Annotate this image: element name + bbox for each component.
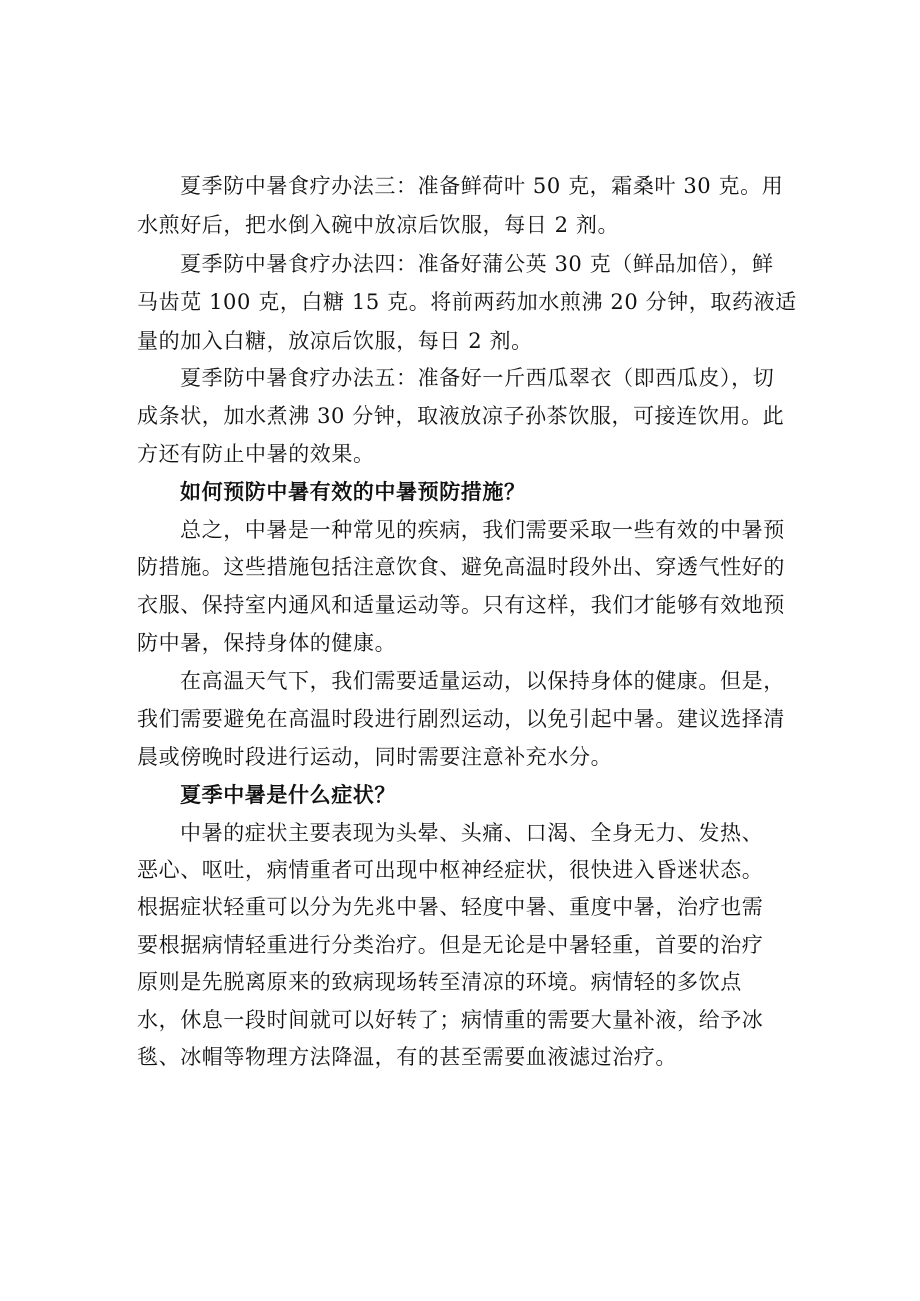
paragraph-5-line-2: 我们需要避免在高温时段进行剧烈运动，以免引起中暑。建议选择清	[137, 707, 785, 731]
paragraph-2-line-3: 量的加入白糖，放凉后饮服，每日 2 剂。	[137, 329, 533, 353]
paragraph-3-line-2: 成条状，加水煮沸 30 分钟，取液放凉子孙茶饮服，可接连饮用。此	[137, 404, 785, 428]
paragraph-3-line-3: 方还有防止中暑的效果。	[137, 442, 375, 466]
paragraph-1-line-2: 水煎好后，把水倒入碗中放凉后饮服，每日 2 剂。	[137, 213, 620, 237]
paragraph-5-line-1: 在高温天气下，我们需要适量运动，以保持身体的健康。但是，	[180, 669, 785, 693]
paragraph-3-line-1: 夏季防中暑食疗办法五：准备好一斤西瓜翠衣（即西瓜皮），切	[180, 366, 775, 390]
paragraph-5-line-3: 晨或傍晚时段进行运动，同时需要注意补充水分。	[137, 745, 613, 769]
section-heading-symptoms: 夏季中暑是什么症状？	[180, 782, 396, 807]
paragraph-4-line-3: 衣服、保持室内通风和适量运动等。只有这样，我们才能够有效地预	[137, 593, 785, 617]
paragraph-6-line-1: 中暑的症状主要表现为头晕、头痛、口渴、全身无力、发热、	[180, 821, 764, 845]
paragraph-6-line-2: 恶心、呕吐，病情重者可出现中枢神经症状，很快进入昏迷状态。	[137, 858, 764, 882]
paragraph-6-line-7: 毯、冰帽等物理方法降温，有的甚至需要血液滤过治疗。	[137, 1045, 677, 1069]
paragraph-4-line-2: 防措施。这些措施包括注意饮食、避免高温时段外出、穿透气性好的	[137, 555, 785, 579]
paragraph-1-line-1: 夏季防中暑食疗办法三：准备鲜荷叶 50 克，霜桑叶 30 克。用	[180, 174, 784, 198]
paragraph-6-line-6: 水，休息一段时间就可以好转了；病情重的需要大量补液，给予冰	[137, 1008, 764, 1032]
section-heading-prevention: 如何预防中暑有效的中暑预防措施？	[180, 479, 526, 504]
paragraph-6-line-4: 要根据病情轻重进行分类治疗。但是无论是中暑轻重，首要的治疗	[137, 933, 764, 957]
paragraph-6-line-5: 原则是先脱离原来的致病现场转至清凉的环境。病情轻的多饮点	[137, 970, 742, 994]
paragraph-6-line-3: 根据症状轻重可以分为先兆中暑、轻度中暑、重度中暑，治疗也需	[137, 895, 764, 919]
paragraph-4-line-4: 防中暑，保持身体的健康。	[137, 631, 397, 655]
paragraph-2-line-1: 夏季防中暑食疗办法四：准备好蒲公英 30 克（鲜品加倍），鲜	[180, 252, 774, 276]
paragraph-2-line-2: 马齿苋 100 克，白糖 15 克。将前两药加水煎沸 20 分钟，取药液适	[137, 290, 797, 314]
paragraph-4-line-1: 总之，中暑是一种常见的疾病，我们需要采取一些有效的中暑预	[180, 518, 785, 542]
